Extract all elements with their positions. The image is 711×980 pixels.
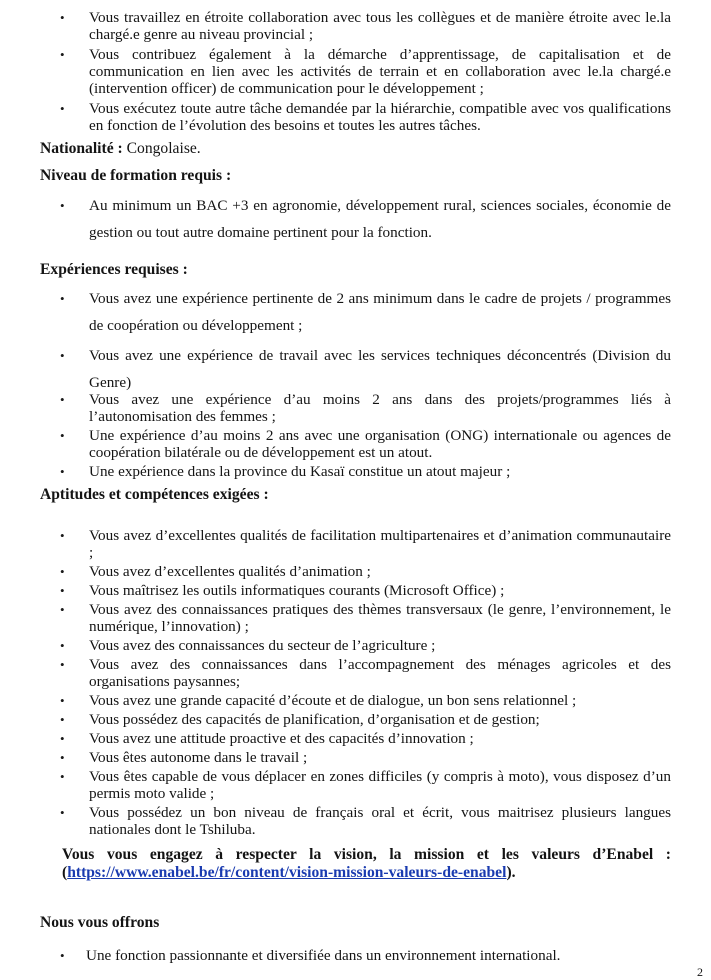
list-item: • Une expérience dans la province du Kasaï constitue un atout majeur ; bbox=[0, 463, 711, 480]
list-item: • Vous possédez un bon niveau de français oral et écrit, vous maitrisez plusieurs langues nationales dont le Tshiluba. bbox=[0, 804, 711, 838]
list-item: • Vous êtes capable de vous déplacer en zones difficiles (y compris à moto), vous disposez d’un permis moto valide ; bbox=[0, 768, 711, 802]
values-link[interactable]: https://www.enabel.be/fr/content/vision-mission-valeurs-de-enabel bbox=[67, 864, 507, 881]
list-item: • Une fonction passionnante et diversifiée dans un environnement international. bbox=[0, 947, 711, 964]
list-item: • Vous êtes autonome dans le travail ; bbox=[0, 749, 711, 766]
commitment-paragraph bbox=[62, 846, 671, 882]
list-item: • Vous avez des connaissances pratiques des thèmes transversaux (le genre, l’environnement, le numérique, l’innovation) ; bbox=[0, 601, 711, 635]
list-item: • Vous avez une expérience de travail avec les services techniques déconcentrés (Division du Genre) bbox=[0, 342, 711, 396]
offer-heading: Nous vous offrons bbox=[40, 914, 160, 931]
list-item: • Vous avez des connaissances du secteur de l’agriculture ; bbox=[0, 637, 711, 654]
list-item: • Vous avez une expérience d’au moins 2 ans dans des projets/programmes liés à l’autonomisation des femmes ; bbox=[0, 391, 711, 425]
list-item: • Vous avez d’excellentes qualités de facilitation multipartenaires et d’animation communautaire ; bbox=[0, 527, 711, 561]
experience-list-loose bbox=[0, 285, 711, 396]
list-item: • Vous avez d’excellentes qualités d’animation ; bbox=[0, 563, 711, 580]
nationality-line bbox=[40, 140, 201, 158]
page-number: 2 bbox=[697, 965, 703, 979]
experience-list-tight bbox=[0, 391, 711, 482]
list-item: • Vous avez une expérience pertinente de 2 ans minimum dans le cadre de projets / programmes de coopération ou développement ; bbox=[0, 285, 711, 339]
list-item: • Vous possédez des capacités de planification, d’organisation et de gestion; bbox=[0, 711, 711, 728]
education-list bbox=[0, 192, 711, 246]
experience-heading: Expériences requises : bbox=[40, 261, 188, 278]
commitment-text: Vous vous engagez à respecter la vision, la mission et les valeurs d’Enabel :( bbox=[62, 846, 671, 881]
education-heading: Niveau de formation requis : bbox=[40, 167, 232, 184]
list-item: • Au minimum un BAC +3 en agronomie, développement rural, sciences sociales, économie de gestion ou tout autre domaine pertinent pour la fonction. bbox=[0, 192, 711, 246]
nationality-label: Nationalité : bbox=[40, 140, 123, 157]
list-item: • Vous avez des connaissances dans l’accompagnement des ménages agricoles et des organisations paysannes; bbox=[0, 656, 711, 690]
list-item: • Vous travaillez en étroite collaboration avec tous les collègues et de manière étroite avec le.la chargé.e genre au niveau provincial ; bbox=[0, 9, 711, 43]
list-item: • Une expérience d’au moins 2 ans avec une organisation (ONG) internationale ou agences de coopération bilatérale ou de développement est un atout. bbox=[0, 427, 711, 461]
list-item: • Vous exécutez toute autre tâche demandée par la hiérarchie, compatible avec vos qualifications en fonction de l’évolution des besoins et toutes les autres tâches. bbox=[0, 100, 711, 134]
list-item: • Vous avez une attitude proactive et des capacités d’innovation ; bbox=[0, 730, 711, 747]
list-item: • Vous avez une grande capacité d’écoute et de dialogue, un bon sens relationnel ; bbox=[0, 692, 711, 709]
commitment-close: ). bbox=[506, 864, 516, 881]
skills-heading: Aptitudes et compétences exigées : bbox=[40, 486, 269, 503]
intro-list bbox=[0, 9, 711, 134]
skills-list bbox=[0, 527, 711, 840]
list-item: • Vous maîtrisez les outils informatiques courants (Microsoft Office) ; bbox=[0, 582, 711, 599]
list-item: • Vous contribuez également à la démarche d’apprentissage, de capitalisation et de communication en lien avec les activités de terrain et en collaboration avec le.la chargé.e (intervention officer) de communication pour le développement ; bbox=[0, 46, 711, 97]
offer-list bbox=[0, 947, 711, 964]
nationality-value: Congolaise. bbox=[126, 140, 201, 157]
